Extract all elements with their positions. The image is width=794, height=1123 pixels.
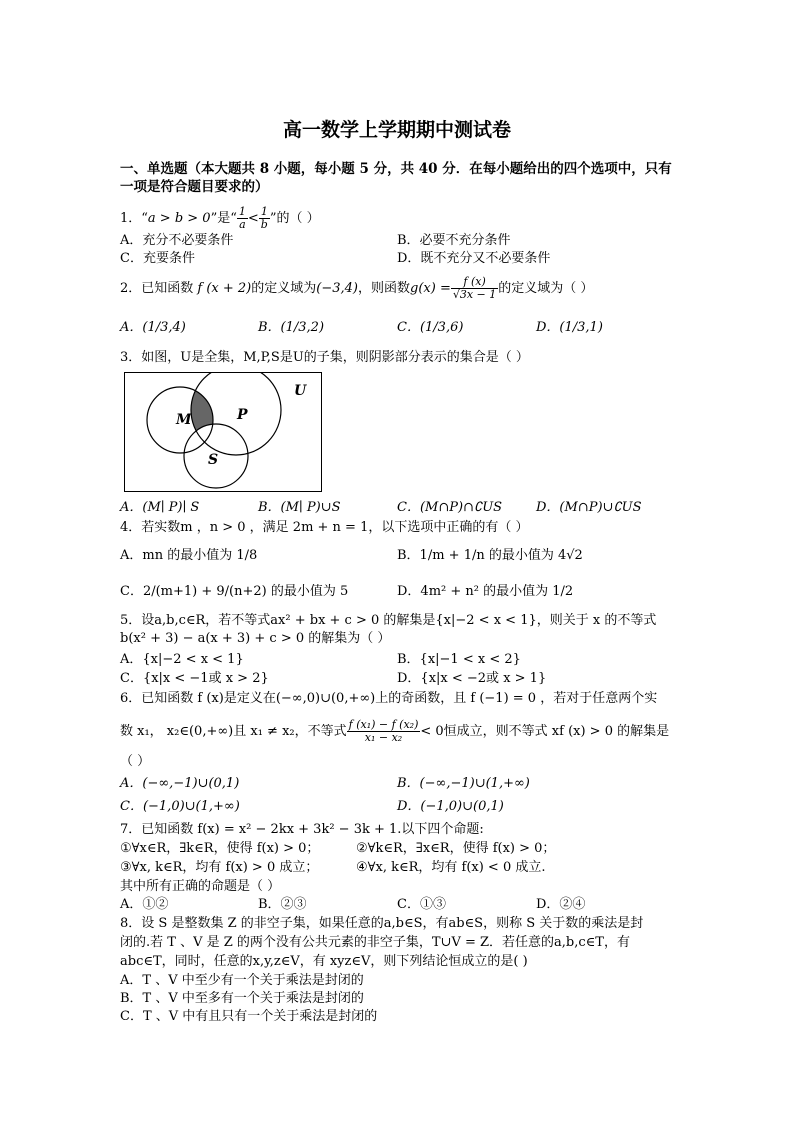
label-s: S — [208, 452, 219, 468]
q8-option-c: C．T 、V 中有且只有一个关于乘法是封闭的 — [120, 1009, 378, 1024]
q2-stem2: 的定义域为 — [251, 281, 317, 296]
q4-option-b: B．1/m + 1/n 的最小值为 4√2 — [397, 548, 583, 563]
q4-option-d: D．4m² + n² 的最小值为 1/2 — [397, 584, 574, 599]
venn-diagram — [124, 372, 322, 492]
q6-frac — [347, 719, 421, 744]
q7-stem: 7．已知函数 f(x) = x² − 2kx + 3k² − 3k + 1.以下四个命题: — [120, 822, 484, 837]
q6-line2 — [120, 714, 669, 750]
label-m: M — [176, 412, 192, 428]
q2-domain: (−3,4) — [316, 281, 358, 296]
q2-stem — [120, 272, 593, 306]
universal-set-rect — [125, 373, 322, 492]
section-header-line1: 一、单选题（本大题共 8 小题，每小题 5 分，共 40 分．在每小题给出的四个选项中，只有 — [120, 161, 672, 177]
q7-option-b: B．②③ — [258, 897, 307, 912]
q5-option-a: A．{x|−2 < x < 1} — [120, 652, 244, 667]
q6-line2a: 数 x₁， x₂∈(0,+∞)且 x₁ ≠ x₂，不等式 — [120, 724, 347, 739]
q3-option-b: B．(M∣ P)∪S — [258, 500, 341, 515]
q2-option-c: C．(1/3,6) — [397, 320, 464, 335]
section-header-line2: 一项是符合题目要求的） — [120, 179, 269, 195]
q1-option-a: A．充分不必要条件 — [120, 233, 234, 248]
q2-stem3: ，则函数 — [358, 281, 411, 296]
q2-stem1: 2．已知函数 — [120, 281, 198, 296]
q1-mid: ”是“ — [210, 211, 237, 226]
q2-frac-den: √3x − 1 — [452, 288, 497, 301]
q2-frac-num: f (x) — [451, 276, 498, 289]
q1-lt: < — [247, 211, 259, 226]
label-u: U — [294, 383, 307, 399]
q6-frac-num: f (x₁) − f (x₂) — [348, 718, 419, 731]
q1-frac-b-num: 1 — [259, 206, 270, 219]
q3-option-a: A．(M∣ P)∣ S — [120, 500, 200, 515]
q1-frac-a-den: a — [239, 218, 246, 231]
q1-option-b: B．必要不充分条件 — [397, 233, 511, 248]
q8-option-a: A．T 、V 中至少有一个关于乘法是封闭的 — [120, 973, 364, 988]
q6-option-d: D．(−1,0)∪(0,1) — [397, 799, 504, 814]
q2-frac — [451, 276, 498, 301]
q8-option-b: B．T 、V 中至多有一个关于乘法是封闭的 — [120, 991, 364, 1006]
page-title: 高一数学上学期期中测试卷 — [282, 119, 511, 141]
q6-line2b: < 0恒成立，则不等式 xf (x) > 0 的解集是 — [420, 724, 670, 739]
q1-stem — [120, 204, 320, 234]
q7-proposition-4: ④∀x, k∈R，均有 f(x) < 0 成立. — [356, 860, 546, 875]
q6-line3: （ ） — [120, 754, 151, 769]
q6-frac-den: x₁ − x₂ — [364, 731, 403, 744]
q8-line1: 8．设 S 是整数集 Z 的非空子集，如果任意的a,b∈S，有ab∈S，则称 S 关于数的乘法是封 — [120, 916, 644, 931]
q2-option-d: D．(1/3,1) — [536, 320, 603, 335]
q1-option-c: C．充要条件 — [120, 251, 195, 266]
q3-stem: 3．如图，U是全集，M,P,S是U的子集，则阴影部分表示的集合是（ ） — [120, 350, 529, 365]
q6-line1: 6．已知函数 f (x)是定义在(−∞,0)∪(0,+∞)上的奇函数，且 f (−1) = 0 ，若对于任意两个实 — [120, 691, 658, 706]
q5-option-b: B．{x|−1 < x < 2} — [397, 652, 521, 667]
q7-proposition-2: ②∀k∈R，∃x∈R，使得 f(x) > 0； — [356, 841, 556, 856]
q1-pre: 1．“ — [120, 211, 148, 226]
label-p: P — [237, 407, 248, 423]
q5-option-d: D．{x|x < −2或 x > 1} — [397, 671, 547, 686]
q2-g: g(x) = — [410, 281, 451, 296]
q2-option-a: A．(1/3,4) — [120, 320, 186, 335]
q4-stem: 4．若实数m ，n > 0 ，满足 2m + n = 1，以下选项中正确的有（ ） — [120, 520, 529, 535]
q7-proposition-3: ③∀x, k∈R，均有 f(x) > 0 成立； — [120, 860, 319, 875]
q1-frac-a-num: 1 — [238, 205, 246, 218]
q2-f1: f (x + 2) — [197, 281, 252, 296]
q7-option-a: A．①② — [120, 897, 169, 912]
q8-line3: abc∈T，同时，任意的x,y,z∈V，有 xyz∈V，则下列结论恒成立的是( ) — [120, 954, 528, 969]
q7-proposition-1: ①∀x∈R，∃k∈R，使得 f(x) > 0； — [120, 841, 320, 856]
q2-option-b: B．(1/3,2) — [258, 320, 325, 335]
q3-option-d: D．(M∩P)∪∁US — [536, 500, 642, 515]
q3-option-c: C．(M∩P)∩∁US — [397, 500, 503, 515]
q1-frac-b — [259, 206, 270, 231]
q1-cond1: a > b > 0 — [147, 211, 211, 226]
q2-stem4: 的定义域为（ ） — [498, 281, 594, 296]
q7-option-d: D．②④ — [536, 897, 586, 912]
q1-post: ”的（ ） — [269, 211, 320, 226]
q1-frac-a — [237, 206, 248, 231]
q1-frac-b-den: b — [260, 218, 268, 231]
q6-option-a: A．(−∞,−1)∪(0,1) — [120, 776, 240, 791]
q5-line2: b(x² + 3) − a(x + 3) + c > 0 的解集为（ ） — [120, 631, 391, 646]
q5-option-c: C．{x|x < −1或 x > 2} — [120, 671, 269, 686]
q1-option-d: D．既不充分又不必要条件 — [397, 251, 551, 266]
q6-option-c: C．(−1,0)∪(1,+∞) — [120, 799, 240, 814]
q4-option-c: C．2/(m+1) + 9/(n+2) 的最小值为 5 — [120, 584, 349, 599]
q8-line2: 闭的.若 T 、V 是 Z 的两个没有公共元素的非空子集，T∪V = Z．若任意的a,b,c∈T，有 — [120, 935, 630, 950]
q5-line1: 5．设a,b,c∈R，若不等式ax² + bx + c > 0 的解集是{x|−2 < x < 1}，则关于 x 的不等式 — [120, 613, 657, 628]
q4-option-a: A．mn 的最小值为 1/8 — [120, 548, 258, 563]
q6-option-b: B．(−∞,−1)∪(1,+∞) — [397, 776, 530, 791]
q7-ask: 其中所有正确的命题是（ ） — [120, 879, 281, 894]
q7-option-c: C．①③ — [397, 897, 446, 912]
